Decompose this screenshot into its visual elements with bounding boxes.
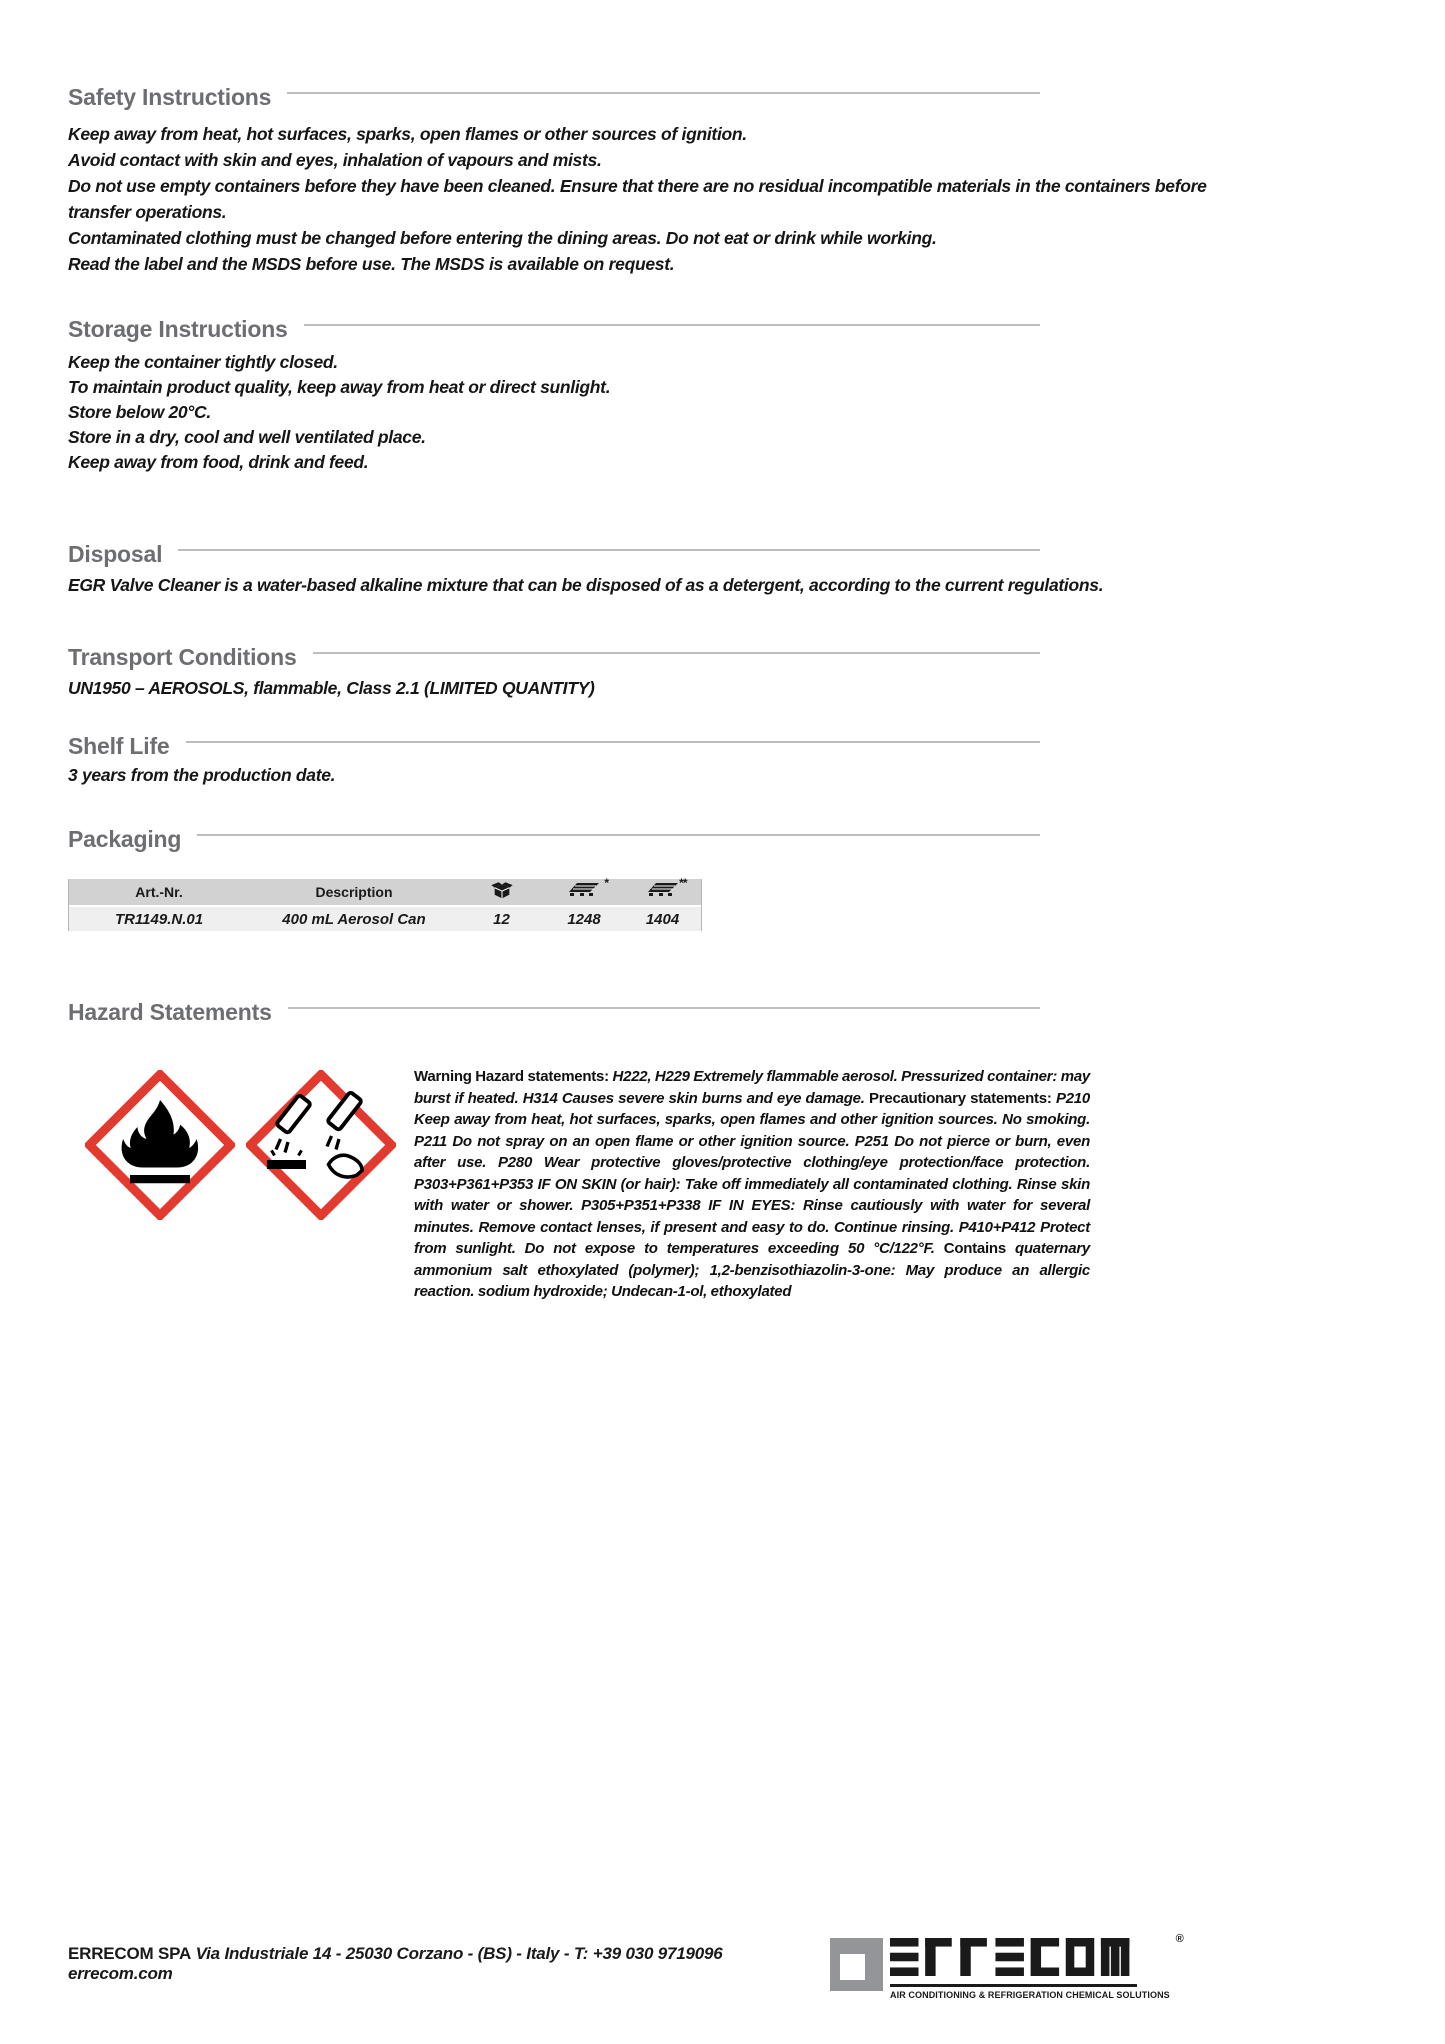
text-line: Contaminated clothing must be changed before entering the dining areas. Do not eat or drink while working. [68, 228, 937, 248]
text-line: 3 years from the production date. [68, 765, 336, 785]
carton-icon [491, 881, 513, 903]
text-line: UN1950 – AEROSOLS, flammable, Class 2.1 (LIMITED QUANTITY) [68, 678, 595, 698]
packaging-table-header [69, 876, 701, 907]
section-rule [197, 834, 1040, 836]
hazard-paragraph [414, 1066, 1090, 1303]
errecom-wordmark-icon [890, 1938, 1137, 1976]
hazard-segment: quaternary ammonium salt ethoxylated (polymer); 1,2-benzisothiazolin-3-one: May produce an allergic reaction. sodium hydroxide; Undecan-1-ol, ethoxylated [414, 1240, 1090, 1300]
section-title-safety: Safety Instructions [68, 84, 272, 110]
section-rule [178, 549, 1040, 551]
section-title-packaging: Packaging [68, 826, 182, 852]
hazard-segment: Warning Hazard statements: [414, 1068, 613, 1085]
section-hazard-header [68, 1001, 1040, 1024]
logo-square-icon [830, 1938, 883, 1991]
text-line: Do not use empty containers before they have been cleaned. Ensure that there are no residual incompatible materials in the containers before [68, 176, 1207, 196]
pallet-double-star-label: ** [679, 876, 687, 891]
logo-tagline: AIR CONDITIONING & REFRIGERATION CHEMICAL SOLUTIONS [890, 1990, 1170, 2000]
packaging-table [68, 876, 702, 931]
section-packaging-header [68, 828, 1040, 851]
section-title-disposal: Disposal [68, 541, 163, 567]
hazard-segment: P210 Keep away from heat, hot surfaces, sparks, open flames and other ignition sources. No smoking. P211 Do not spray on an open flame or other ignition source. P251 Do not pierce or burn, even after use. P280 Wear protective gloves/protective clothing/eye protection/face protection. P303+P361+P353 IF ON SKIN (or hair): Take off immediately all contaminated clothing. Rinse skin with water or shower. P305+P351+P338 IF IN EYES: Rinse cautiously with water for several minutes. Remove contact lenses, if present and easy to do. Continue rinsing. P410+P412 Protect from sunlight. Do not expose to temperatures exceeding 50 °C/122°F. [414, 1089, 1090, 1257]
logo-wordmark [890, 1933, 1184, 2000]
section-title-storage: Storage Instructions [68, 316, 288, 342]
section-safety-header [68, 86, 1040, 109]
logo-divider [890, 1984, 1137, 1987]
section-storage-header [68, 318, 1040, 341]
cell-per-pallet-max: 1404 [645, 910, 680, 928]
transport-text [68, 675, 595, 701]
section-rule [313, 652, 1040, 654]
errecom-logo [830, 1933, 1184, 2000]
section-shelf-life-header [68, 735, 1040, 758]
text-line: Store in a dry, cool and well ventilated place. [68, 427, 426, 447]
hazard-segment: Precautionary statements: [869, 1089, 1056, 1107]
column-header-art-nr: Art.-Nr. [135, 884, 183, 900]
column-header-description: Description [315, 884, 393, 900]
cell-art-nr: TR1149.N.01 [114, 910, 204, 928]
footer-company-info [68, 1944, 723, 1984]
text-line: EGR Valve Cleaner is a water-based alkaline mixture that can be disposed of as a detergent, according to the current regulations. [68, 575, 1104, 595]
pallet-star-label: * [604, 876, 608, 891]
cell-per-pallet: 1248 [567, 910, 601, 928]
registered-trademark-symbol: ® [1175, 1933, 1184, 1945]
cell-description: 400 mL Aerosol Can [282, 910, 426, 928]
text-line: transfer operations. [68, 202, 227, 222]
section-title-hazard: Hazard Statements [68, 999, 272, 1025]
text-line: Keep away from heat, hot surfaces, sparks, open flames or other sources of ignition. [68, 124, 747, 144]
pallet-icon [569, 876, 608, 901]
section-rule [186, 741, 1040, 743]
section-transport-header [68, 646, 1040, 669]
footer-address-line [68, 1944, 723, 1964]
shelf-life-text [68, 762, 335, 788]
hazard-segment: Contains [943, 1240, 1015, 1257]
corrosion-pictogram-icon [246, 1070, 396, 1220]
packaging-table-row [69, 907, 701, 931]
flame-pictogram-icon [85, 1070, 235, 1220]
footer-website: errecom.com [68, 1964, 173, 1983]
cell-per-box: 12 [493, 910, 510, 928]
section-rule [287, 92, 1040, 94]
safety-instructions-text [68, 121, 1207, 277]
storage-instructions-text [68, 350, 610, 475]
section-disposal-header [68, 543, 1040, 566]
pallet-double-icon [648, 876, 687, 901]
section-title-transport: Transport Conditions [68, 644, 297, 670]
disposal-text [68, 572, 1103, 598]
section-rule [288, 1007, 1040, 1009]
text-line: Read the label and the MSDS before use. The MSDS is available on request. [68, 254, 675, 274]
text-line: Store below 20°C. [68, 402, 211, 422]
company-name: ERRECOM SPA [68, 1944, 192, 1963]
text-line: To maintain product quality, keep away from heat or direct sunlight. [68, 377, 611, 397]
section-title-shelf-life: Shelf Life [68, 733, 170, 759]
company-address: Via Industriale 14 - 25030 Corzano - (BS) - Italy - T: +39 030 9719096 [191, 1944, 723, 1963]
section-rule [304, 324, 1040, 326]
text-line: Avoid contact with skin and eyes, inhalation of vapours and mists. [68, 150, 602, 170]
hazard-segment: H222, H229 Extremely flammable aerosol. Pressurized container: may burst if heated. H314 Causes severe skin burns and eye damage. [414, 1068, 1090, 1107]
text-line: Keep away from food, drink and feed. [68, 452, 369, 472]
text-line: Keep the container tightly closed. [68, 352, 338, 372]
